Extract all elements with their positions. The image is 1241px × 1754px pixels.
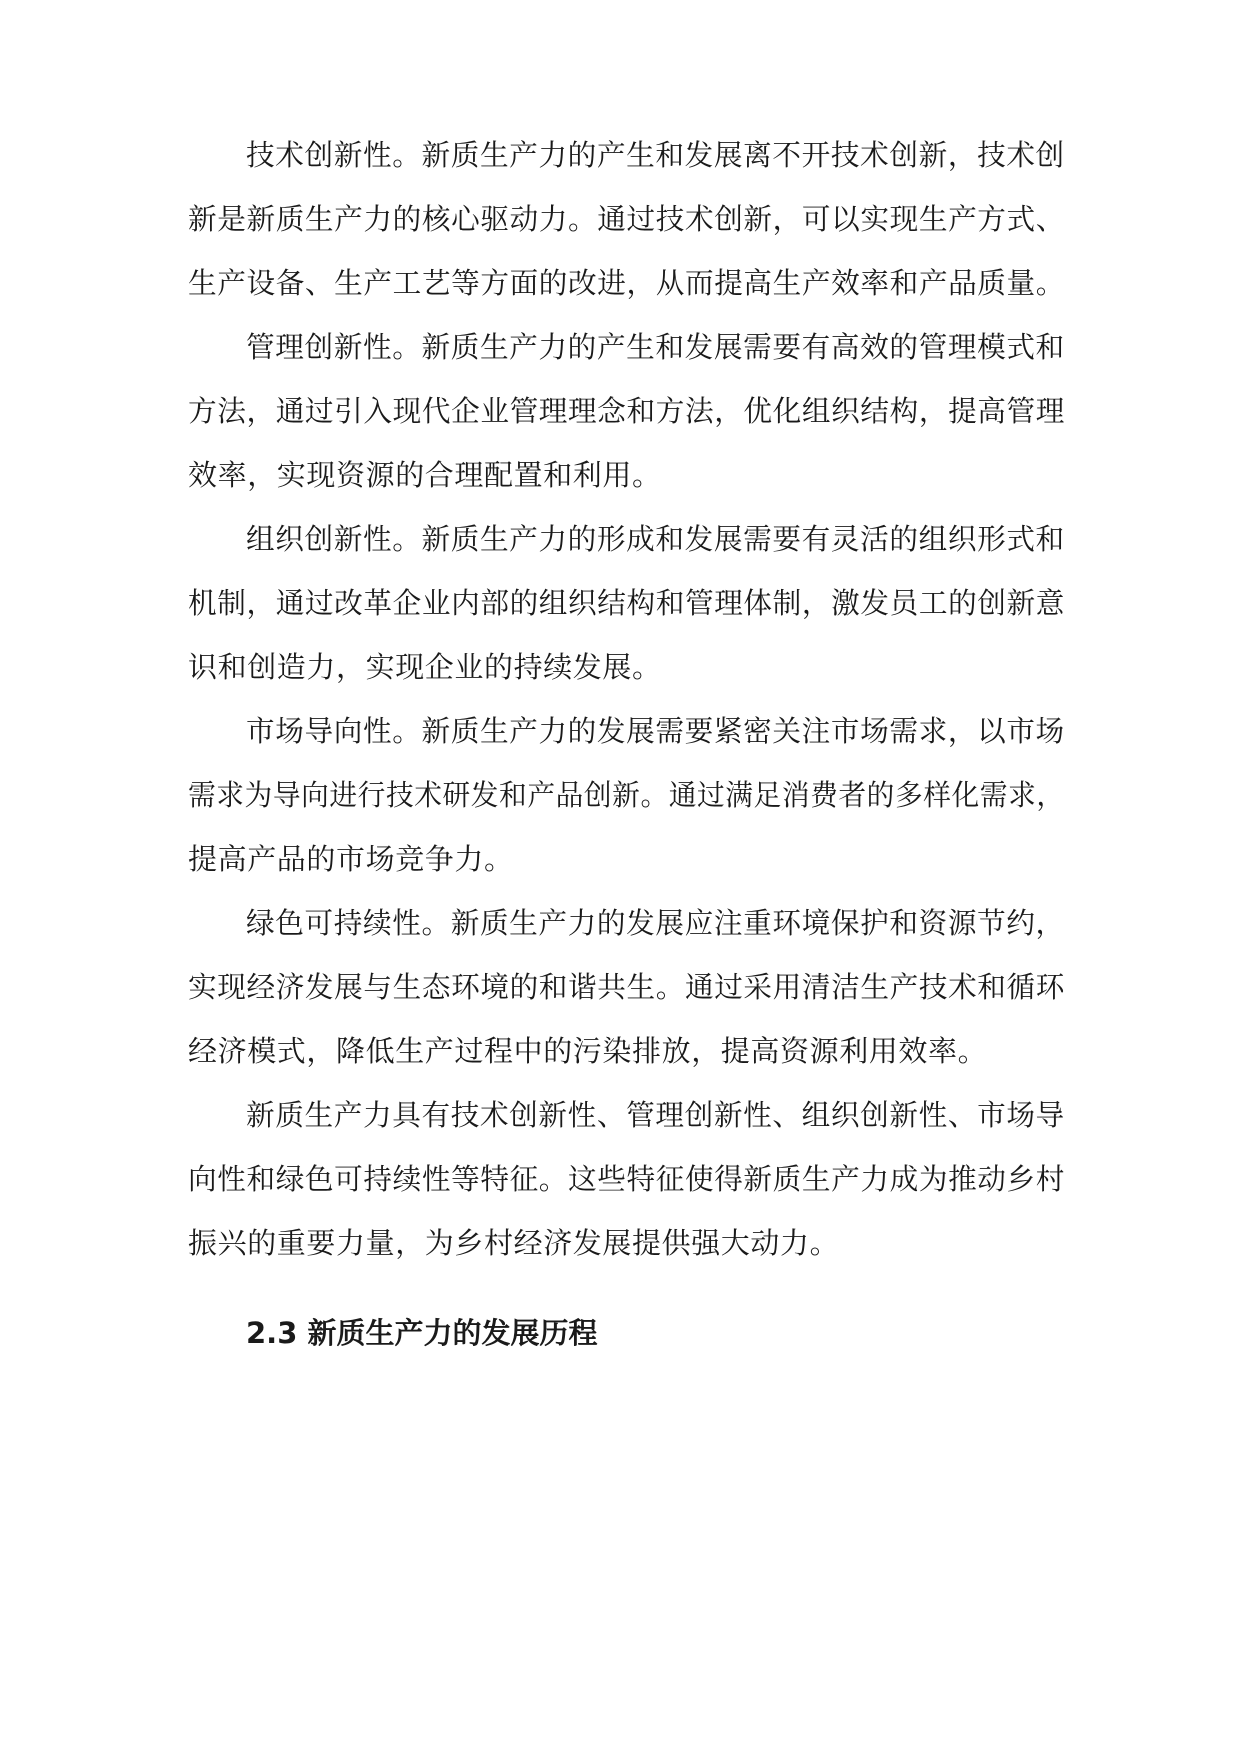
paragraph-line: 识和创造力，实现企业的持续发展。: [188, 650, 662, 684]
paragraph-line: 向性和绿色可持续性等特征。这些特征使得新质生产力成为推动乡村: [188, 1162, 1066, 1196]
paragraph-line: 经济模式，降低生产过程中的污染排放，提高资源利用效率。: [188, 1034, 988, 1068]
paragraph-line: 技术创新性。新质生产力的产生和发展离不开技术创新，技术创: [246, 138, 1065, 172]
paragraph-line: 需求为导向进行技术研发和产品创新。通过满足消费者的多样化需求，: [188, 778, 1065, 812]
paragraph-line: 方法，通过引入现代企业管理理念和方法，优化组织结构，提高管理: [188, 394, 1066, 428]
paragraph-line: 机制，通过改革企业内部的组织结构和管理体制，激发员工的创新意: [188, 586, 1066, 620]
paragraph-line: 新质生产力具有技术创新性、管理创新性、组织创新性、市场导: [246, 1098, 1065, 1132]
paragraph-line: 新是新质生产力的核心驱动力。通过技术创新，可以实现生产方式、: [188, 202, 1066, 236]
paragraph-line: 效率，实现资源的合理配置和利用。: [188, 458, 662, 492]
paragraph-line: 生产设备、生产工艺等方面的改进，从而提高生产效率和产品质量。: [188, 266, 1066, 300]
paragraph-line: 绿色可持续性。新质生产力的发展应注重环境保护和资源节约，: [246, 906, 1065, 940]
paragraph-line: 组织创新性。新质生产力的形成和发展需要有灵活的组织形式和: [246, 522, 1065, 556]
paragraph-line: 管理创新性。新质生产力的产生和发展需要有高效的管理模式和: [246, 330, 1065, 364]
paragraph-line: 实现经济发展与生态环境的和谐共生。通过采用清洁生产技术和循环: [188, 970, 1066, 1004]
paragraph-line: 振兴的重要力量，为乡村经济发展提供强大动力。: [188, 1226, 840, 1260]
section-heading: 2.3 新质生产力的发展历程: [246, 1316, 598, 1350]
paragraph-line: 提高产品的市场竞争力。: [188, 842, 514, 876]
paragraph-line: 市场导向性。新质生产力的发展需要紧密关注市场需求，以市场: [246, 714, 1065, 748]
